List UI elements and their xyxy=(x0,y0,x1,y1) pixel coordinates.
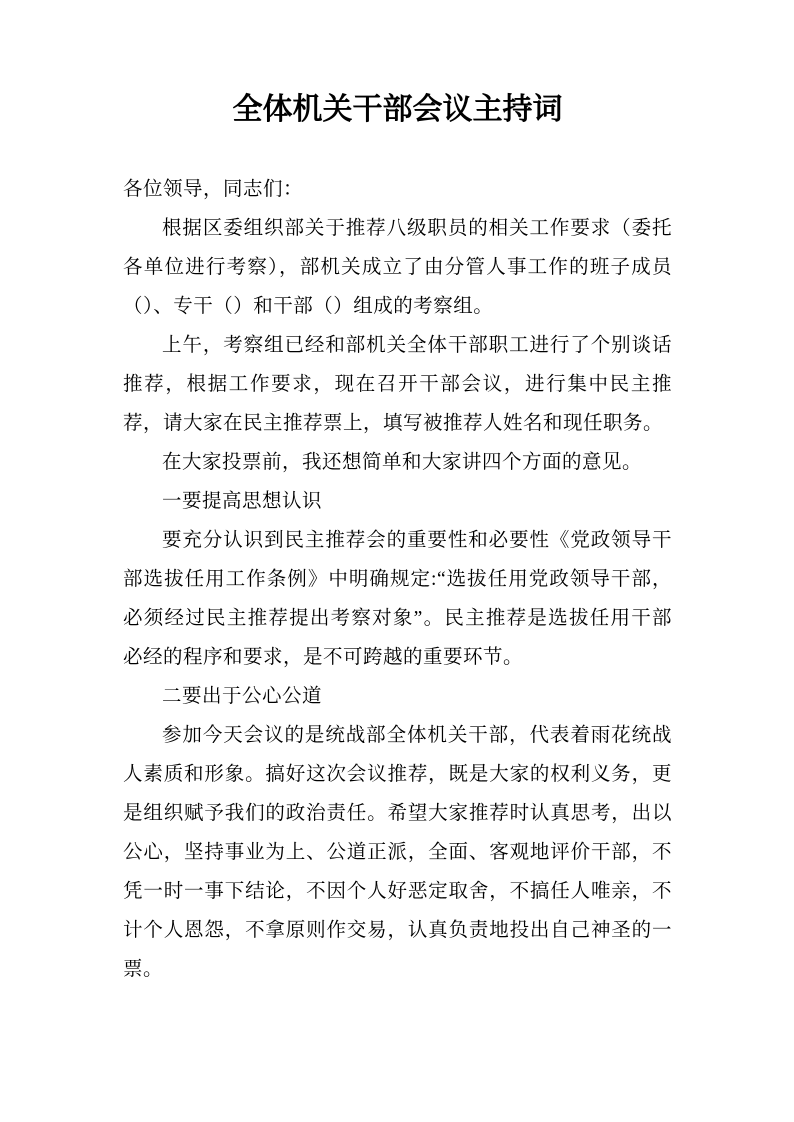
paragraph-point-two-heading: 二要出于公心公道 xyxy=(162,686,323,707)
paragraph-point-one-body: 要充分认识到民主推荐会的重要性和必要性《党政领导干部选拔任用工作条例》中明确规定:“选拔任用党政领导干部，必须经过民主推荐提出考察对象”。民主推荐是选拔任用干部必经的程序和要求，是不可跨越的重要环节。 xyxy=(123,530,672,668)
paragraph-point-two-body: 参加今天会议的是统战部全体机关干部，代表着雨花统战人素质和形象。搞好这次会议推荐，既是大家的权利义务，更是组织赋予我们的政治责任。希望大家推荐时认真思考，出以公心，坚持事业为上、公道正派，全面、客观地评价干部，不凭一时一事下结论，不因个人好恶定取舍，不搞任人唯亲，不计个人恩怨，不拿原则作交易，认真负责地投出自己神圣的一票。 xyxy=(123,725,672,980)
paragraph-intro-opinions: 在大家投票前，我还想简单和大家讲四个方面的意见。 xyxy=(162,452,643,473)
paragraph-meeting-purpose: 上午，考察组已经和部机关全体干部职工进行了个别谈话推荐，根据工作要求，现在召开干部会议，进行集中民主推荐，请大家在民主推荐票上，填写被推荐人姓名和现任职务。 xyxy=(123,335,672,434)
document-body xyxy=(123,170,672,989)
document-title: 全体机关干部会议主持词 xyxy=(232,93,563,126)
paragraph-point-one-heading: 一要提高思想认识 xyxy=(162,491,323,512)
paragraph-background: 根据区委组织部关于推荐八级职员的相关工作要求（委托各单位进行考察），部机关成立了由分管人事工作的班子成员（）、专干（）和干部（）组成的考察组。 xyxy=(123,218,672,317)
paragraph-salutation: 各位领导，同志们： xyxy=(123,179,304,200)
